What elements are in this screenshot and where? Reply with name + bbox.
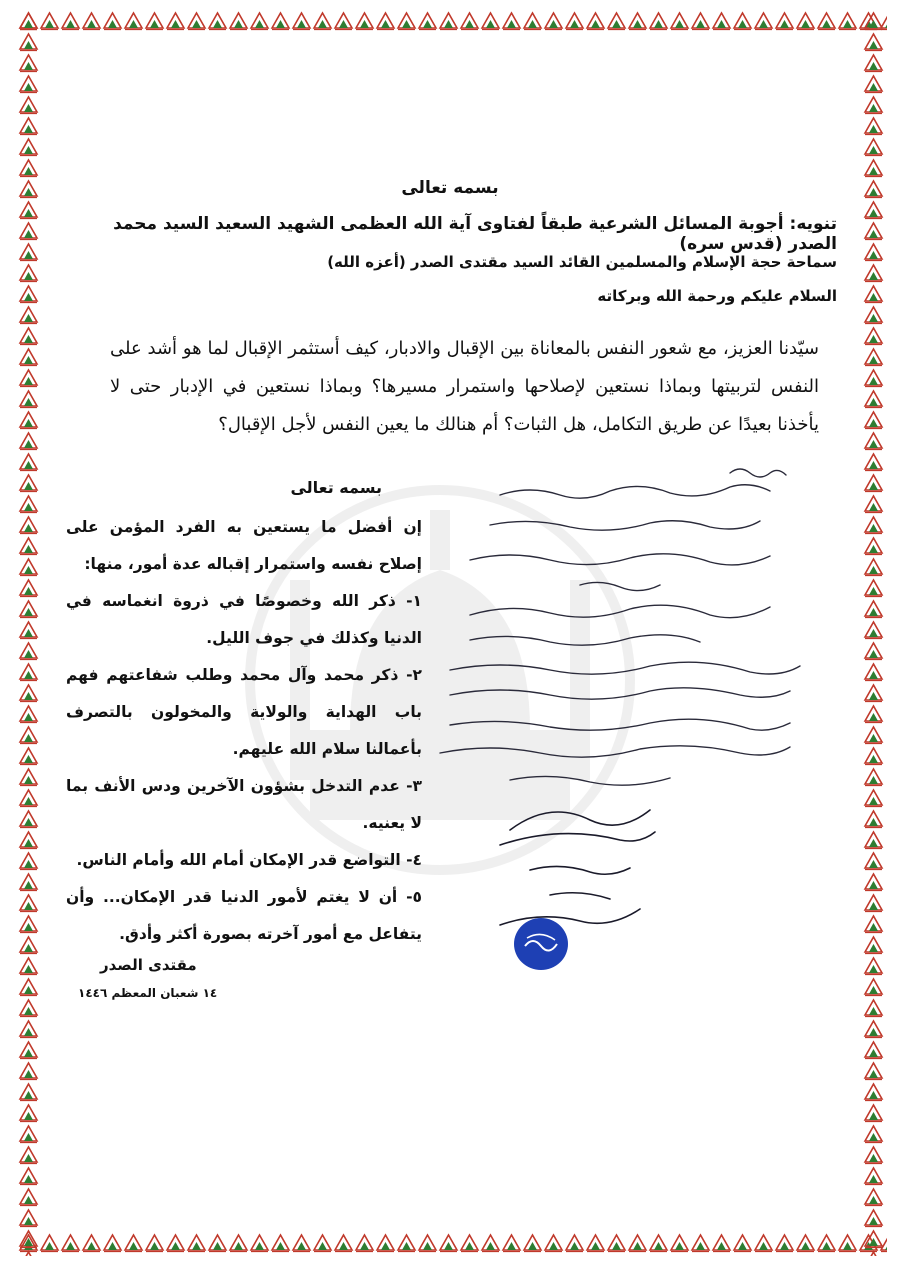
handwritten-answer: [430, 455, 860, 815]
frame-ornament-icon: [18, 682, 39, 703]
frame-ornament-icon: [18, 598, 39, 619]
frame-ornament-icon: [480, 1232, 501, 1253]
frame-ornament-icon: [18, 199, 39, 220]
frame-ornament-icon: [585, 1232, 606, 1253]
frame-ornament-icon: [18, 850, 39, 871]
frame-ornament-icon: [207, 10, 228, 31]
border-right: [863, 10, 887, 1256]
frame-ornament-icon: [863, 472, 884, 493]
frame-ornament-icon: [18, 934, 39, 955]
frame-ornament-icon: [863, 892, 884, 913]
frame-ornament-icon: [333, 1232, 354, 1253]
question-text: سيّدنا العزيز، مع شعور النفس بالمعاناة بين الإقبال والادبار، كيف أستثمر الإقبال لما هو أشد على النفس لتربيتها وبماذا نستعين لإصلاحها واستمرار مسيرها؟ وبماذا نستعين في الإدبار حتى لا يأخذنا بعيدًا عن طريق التكامل، هل الثبات؟ أم هنالك ما يعين النفس لأجل الإقبال؟: [110, 338, 819, 435]
frame-ornament-icon: [863, 94, 884, 115]
frame-ornament-icon: [18, 136, 39, 157]
frame-ornament-icon: [863, 304, 884, 325]
frame-ornament-icon: [123, 1232, 144, 1253]
frame-ornament-icon: [543, 1232, 564, 1253]
frame-ornament-icon: [165, 10, 186, 31]
frame-ornament-icon: [863, 661, 884, 682]
frame-ornament-icon: [18, 472, 39, 493]
frame-ornament-icon: [18, 892, 39, 913]
frame-ornament-icon: [732, 1232, 753, 1253]
frame-ornament-icon: [753, 1232, 774, 1253]
frame-ornament-icon: [18, 871, 39, 892]
frame-ornament-icon: [564, 1232, 585, 1253]
frame-ornament-icon: [18, 73, 39, 94]
frame-ornament-icon: [669, 10, 690, 31]
frame-ornament-icon: [18, 304, 39, 325]
answer-item: ١- ذكر الله وخصوصًا في ذروة انغماسه في الدنيا وكذلك في جوف الليل.: [66, 592, 422, 647]
frame-ornament-icon: [690, 1232, 711, 1253]
frame-ornament-icon: [18, 346, 39, 367]
frame-ornament-icon: [396, 1232, 417, 1253]
frame-ornament-icon: [863, 325, 884, 346]
frame-ornament-icon: [18, 997, 39, 1018]
frame-ornament-icon: [249, 1232, 270, 1253]
frame-ornament-icon: [18, 661, 39, 682]
frame-ornament-icon: [270, 10, 291, 31]
frame-ornament-icon: [102, 10, 123, 31]
frame-ornament-icon: [863, 430, 884, 451]
frame-ornament-icon: [863, 1123, 884, 1144]
frame-ornament-icon: [18, 94, 39, 115]
frame-ornament-icon: [18, 283, 39, 304]
frame-ornament-icon: [863, 871, 884, 892]
frame-ornament-icon: [627, 10, 648, 31]
frame-ornament-icon: [863, 31, 884, 52]
frame-ornament-icon: [863, 199, 884, 220]
frame-ornament-icon: [18, 535, 39, 556]
frame-ornament-icon: [863, 262, 884, 283]
frame-ornament-icon: [863, 829, 884, 850]
frame-ornament-icon: [18, 493, 39, 514]
frame-ornament-icon: [522, 10, 543, 31]
addressee-line: سماحة حجة الإسلام والمسلمين القائد السيد مقتدى الصدر (أعزه الله): [327, 253, 837, 271]
frame-ornament-icon: [863, 241, 884, 262]
frame-ornament-icon: [863, 409, 884, 430]
frame-ornament-icon: [863, 1081, 884, 1102]
frame-ornament-icon: [60, 1232, 81, 1253]
frame-ornament-icon: [690, 10, 711, 31]
frame-ornament-icon: [863, 640, 884, 661]
frame-ornament-icon: [863, 1018, 884, 1039]
frame-ornament-icon: [39, 1232, 60, 1253]
frame-ornament-icon: [375, 10, 396, 31]
frame-ornament-icon: [863, 52, 884, 73]
seal-stamp-icon: [513, 916, 569, 972]
frame-ornament-icon: [18, 10, 39, 31]
border-bottom: [18, 1232, 887, 1256]
frame-ornament-icon: [795, 1232, 816, 1253]
frame-ornament-icon: [522, 1232, 543, 1253]
frame-ornament-icon: [18, 52, 39, 73]
frame-ornament-icon: [863, 997, 884, 1018]
frame-ornament-icon: [18, 556, 39, 577]
frame-ornament-icon: [863, 178, 884, 199]
frame-ornament-icon: [18, 787, 39, 808]
page-heading: بسمه تعالى: [401, 178, 499, 198]
frame-ornament-icon: [459, 10, 480, 31]
frame-ornament-icon: [863, 808, 884, 829]
frame-ornament-icon: [564, 10, 585, 31]
frame-ornament-icon: [863, 346, 884, 367]
frame-ornament-icon: [438, 1232, 459, 1253]
frame-ornament-icon: [18, 724, 39, 745]
frame-ornament-icon: [18, 115, 39, 136]
frame-ornament-icon: [863, 577, 884, 598]
frame-ornament-icon: [18, 367, 39, 388]
frame-ornament-icon: [186, 10, 207, 31]
frame-ornament-icon: [863, 913, 884, 934]
frame-ornament-icon: [863, 787, 884, 808]
frame-ornament-icon: [732, 10, 753, 31]
frame-ornament-icon: [863, 115, 884, 136]
frame-ornament-icon: [837, 1232, 858, 1253]
border-top: [18, 10, 887, 34]
frame-ornament-icon: [207, 1232, 228, 1253]
frame-ornament-icon: [863, 556, 884, 577]
frame-ornament-icon: [863, 136, 884, 157]
typed-answer: [66, 478, 422, 953]
frame-ornament-icon: [18, 1060, 39, 1081]
frame-ornament-icon: [18, 619, 39, 640]
frame-ornament-icon: [81, 1232, 102, 1253]
frame-ornament-icon: [627, 1232, 648, 1253]
frame-ornament-icon: [18, 325, 39, 346]
frame-ornament-icon: [863, 514, 884, 535]
answer-item: ٢- ذكر محمد وآل محمد وطلب شفاعتهم فهم باب الهداية والولاية والمخولون بالتصرف بأعمالنا سلام الله عليهم.: [66, 666, 422, 758]
frame-ornament-icon: [18, 1165, 39, 1186]
frame-ornament-icon: [249, 10, 270, 31]
frame-ornament-icon: [795, 10, 816, 31]
frame-ornament-icon: [417, 1232, 438, 1253]
frame-ornament-icon: [863, 703, 884, 724]
frame-ornament-icon: [291, 1232, 312, 1253]
frame-ornament-icon: [863, 10, 884, 31]
frame-ornament-icon: [18, 577, 39, 598]
frame-ornament-icon: [228, 1232, 249, 1253]
frame-ornament-icon: [863, 220, 884, 241]
frame-ornament-icon: [18, 976, 39, 997]
frame-ornament-icon: [18, 745, 39, 766]
frame-ornament-icon: [863, 1186, 884, 1207]
frame-ornament-icon: [18, 430, 39, 451]
frame-ornament-icon: [863, 535, 884, 556]
frame-ornament-icon: [711, 10, 732, 31]
frame-ornament-icon: [18, 31, 39, 52]
frame-ornament-icon: [863, 745, 884, 766]
frame-ornament-icon: [459, 1232, 480, 1253]
frame-ornament-icon: [333, 10, 354, 31]
frame-ornament-icon: [18, 703, 39, 724]
frame-ornament-icon: [312, 10, 333, 31]
frame-ornament-icon: [863, 388, 884, 409]
frame-ornament-icon: [816, 1232, 837, 1253]
frame-ornament-icon: [354, 1232, 375, 1253]
frame-ornament-icon: [18, 808, 39, 829]
frame-ornament-icon: [18, 1186, 39, 1207]
frame-ornament-icon: [18, 1207, 39, 1228]
frame-ornament-icon: [186, 1232, 207, 1253]
frame-ornament-icon: [606, 1232, 627, 1253]
frame-ornament-icon: [18, 766, 39, 787]
frame-ornament-icon: [18, 262, 39, 283]
frame-ornament-icon: [18, 451, 39, 472]
frame-ornament-icon: [18, 829, 39, 850]
frame-ornament-icon: [863, 724, 884, 745]
answer-item: ٤- التواضع قدر الإمكان أمام الله وأمام الناس.: [76, 851, 422, 869]
frame-ornament-icon: [18, 220, 39, 241]
frame-ornament-icon: [18, 1081, 39, 1102]
frame-ornament-icon: [753, 10, 774, 31]
frame-ornament-icon: [711, 1232, 732, 1253]
answer-item: ٥- أن لا يغتم لأمور الدنيا قدر الإمكان... وأن يتفاعل مع أمور آخرته بصورة أكثر وأدق.: [66, 888, 422, 943]
frame-ornament-icon: [863, 955, 884, 976]
frame-ornament-icon: [543, 10, 564, 31]
frame-ornament-icon: [312, 1232, 333, 1253]
frame-ornament-icon: [18, 913, 39, 934]
frame-ornament-icon: [863, 976, 884, 997]
frame-ornament-icon: [270, 1232, 291, 1253]
frame-ornament-icon: [585, 10, 606, 31]
frame-ornament-icon: [816, 10, 837, 31]
notice-line: تنويه: أجوبة المسائل الشرعية طبقاً لفتاوى آية الله العظمى الشهيد السعيد السيد محمد الصدر (قدس سره): [113, 214, 837, 254]
frame-ornament-icon: [863, 1249, 884, 1256]
frame-ornament-icon: [81, 10, 102, 31]
frame-ornament-icon: [480, 10, 501, 31]
frame-ornament-icon: [863, 1039, 884, 1060]
frame-ornament-icon: [863, 1165, 884, 1186]
frame-ornament-icon: [18, 1102, 39, 1123]
frame-ornament-icon: [863, 682, 884, 703]
frame-ornament-icon: [501, 10, 522, 31]
frame-ornament-icon: [648, 10, 669, 31]
frame-ornament-icon: [18, 1123, 39, 1144]
frame-ornament-icon: [18, 1144, 39, 1165]
frame-ornament-icon: [501, 1232, 522, 1253]
frame-ornament-icon: [863, 1144, 884, 1165]
frame-ornament-icon: [375, 1232, 396, 1253]
frame-ornament-icon: [863, 1060, 884, 1081]
signatory-name: مقتدى الصدر: [100, 956, 197, 974]
frame-ornament-icon: [165, 1232, 186, 1253]
frame-ornament-icon: [606, 10, 627, 31]
frame-ornament-icon: [648, 1232, 669, 1253]
frame-ornament-icon: [144, 1232, 165, 1253]
frame-ornament-icon: [18, 1039, 39, 1060]
frame-ornament-icon: [60, 10, 81, 31]
frame-ornament-icon: [863, 157, 884, 178]
frame-ornament-icon: [863, 766, 884, 787]
frame-ornament-icon: [863, 934, 884, 955]
frame-ornament-icon: [863, 1228, 884, 1249]
answer-intro: إن أفضل ما يستعين به الفرد المؤمن على إصلاح نفسه واستمرار إقباله عدة أمور، منها:: [66, 518, 422, 573]
frame-ornament-icon: [863, 451, 884, 472]
frame-ornament-icon: [863, 598, 884, 619]
signature-date: ١٤ شعبان المعظم ١٤٤٦: [78, 986, 218, 1000]
frame-ornament-icon: [863, 493, 884, 514]
frame-ornament-icon: [18, 1249, 39, 1256]
frame-ornament-icon: [18, 640, 39, 661]
frame-ornament-icon: [669, 1232, 690, 1253]
frame-ornament-icon: [18, 1228, 39, 1249]
frame-ornament-icon: [863, 619, 884, 640]
frame-ornament-icon: [228, 10, 249, 31]
frame-ornament-icon: [863, 73, 884, 94]
frame-ornament-icon: [18, 514, 39, 535]
frame-ornament-icon: [863, 1102, 884, 1123]
frame-ornament-icon: [396, 10, 417, 31]
frame-ornament-icon: [837, 10, 858, 31]
frame-ornament-icon: [18, 409, 39, 430]
border-left: [18, 10, 42, 1256]
frame-ornament-icon: [18, 955, 39, 976]
frame-ornament-icon: [291, 10, 312, 31]
frame-ornament-icon: [438, 10, 459, 31]
frame-ornament-icon: [18, 1018, 39, 1039]
frame-ornament-icon: [18, 178, 39, 199]
frame-ornament-icon: [774, 1232, 795, 1253]
frame-ornament-icon: [102, 1232, 123, 1253]
frame-ornament-icon: [123, 10, 144, 31]
frame-ornament-icon: [417, 10, 438, 31]
frame-ornament-icon: [863, 283, 884, 304]
frame-ornament-icon: [354, 10, 375, 31]
frame-ornament-icon: [39, 10, 60, 31]
frame-ornament-icon: [863, 1207, 884, 1228]
frame-ornament-icon: [863, 367, 884, 388]
greeting-line: السلام عليكم ورحمة الله وبركاته: [597, 287, 837, 305]
frame-ornament-icon: [144, 10, 165, 31]
frame-ornament-icon: [863, 850, 884, 871]
frame-ornament-icon: [18, 388, 39, 409]
frame-ornament-icon: [18, 157, 39, 178]
frame-ornament-icon: [774, 10, 795, 31]
answer-item: ٣- عدم التدخل بشؤون الآخرين ودس الأنف بما لا يعنيه.: [66, 777, 422, 832]
frame-ornament-icon: [18, 241, 39, 262]
answer-heading: بسمه تعالى: [290, 478, 382, 497]
